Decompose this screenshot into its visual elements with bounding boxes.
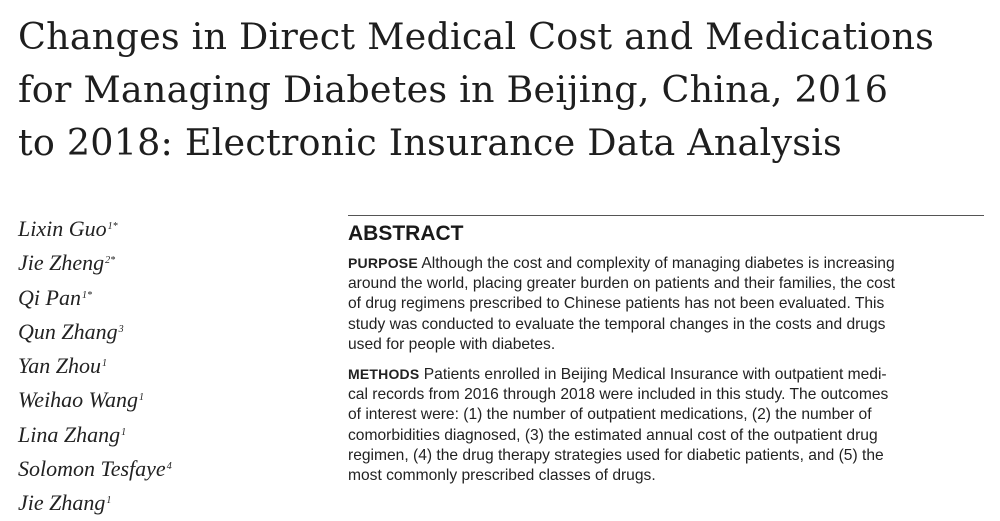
- title-line-1: Changes in Direct Medical Cost and Medications: [18, 15, 935, 58]
- title-line-3: to 2018: Electronic Insurance Data Analysis: [18, 121, 842, 164]
- author: [18, 246, 318, 280]
- author-affiliation: 1*: [81, 289, 92, 301]
- purpose-label: PURPOSE: [348, 255, 418, 271]
- author-name: Jie Zhang: [18, 490, 106, 516]
- author-affiliation: 2*: [105, 255, 116, 267]
- author-name: Weihao Wang: [18, 387, 138, 413]
- author-affiliation: 1: [139, 392, 144, 404]
- author-name: Qi Pan: [18, 284, 81, 310]
- methods-line-6: most commonly prescribed classes of drugs.: [348, 467, 656, 485]
- author-name: Yan Zhou: [18, 353, 101, 379]
- methods-line-5: regimen, (4) the drug therapy strategies used for diabetic patients, and (5) the: [348, 446, 884, 464]
- purpose-line-2: around the world, placing greater burden on patients and their families, the cost: [348, 275, 895, 293]
- purpose-line-3: of drug regimens prescribed to Chinese patients has not been evaluated. This: [348, 295, 885, 313]
- author: [18, 383, 318, 417]
- author: [18, 281, 318, 315]
- methods-label: METHODS: [348, 366, 420, 383]
- author-affiliation: 4: [166, 461, 172, 473]
- author-name: Lixin Guo: [18, 216, 107, 241]
- author-list: [18, 212, 318, 521]
- methods-line-2: cal records from 2016 through 2018 were included in this study. The outcomes: [348, 386, 889, 404]
- methods-line-1: [348, 364, 984, 385]
- methods-line-4: comorbidities diagnosed, (3) the estimated annual cost of the outpatient drug: [348, 426, 878, 444]
- author-name: Qun Zhang: [18, 318, 118, 344]
- abstract-section: [348, 215, 984, 495]
- author-affiliation: 1: [106, 495, 112, 507]
- abstract-methods: [348, 364, 984, 486]
- title-line-2: for Managing Diabetes in Beijing, China, 2016: [18, 68, 889, 111]
- author: [18, 349, 318, 383]
- author: [18, 418, 318, 452]
- author: [18, 452, 318, 486]
- methods-text: Patients enrolled in Beijing Medical Insurance with outpatient medi-: [423, 366, 887, 384]
- purpose-text: Although the cost and complexity of managing diabetes is increasing: [421, 255, 895, 272]
- author-name: Lina Zhang: [18, 421, 121, 447]
- purpose-line-4: study was conducted to evaluate the temporal changes in the costs and drugs: [348, 315, 886, 333]
- abstract-heading: ABSTRACT: [348, 222, 464, 245]
- author-name: Solomon Tesfaye: [18, 456, 166, 482]
- author: [18, 486, 318, 520]
- author-affiliation: 1: [101, 358, 107, 370]
- purpose-line-5: used for people with diabetes.: [348, 335, 556, 353]
- author-affiliation: 1: [121, 426, 127, 438]
- methods-line-3: of interest were: (1) the number of outpatient medications, (2) the number of: [348, 406, 872, 424]
- author-name: Jie Zheng: [18, 250, 105, 276]
- paper-title: [18, 10, 978, 169]
- abstract-purpose: [348, 253, 984, 355]
- purpose-line-1: [348, 253, 984, 274]
- author-affiliation: 3: [118, 323, 124, 335]
- author-affiliation: 1*: [107, 221, 118, 232]
- author: [18, 315, 318, 349]
- author: [18, 212, 318, 246]
